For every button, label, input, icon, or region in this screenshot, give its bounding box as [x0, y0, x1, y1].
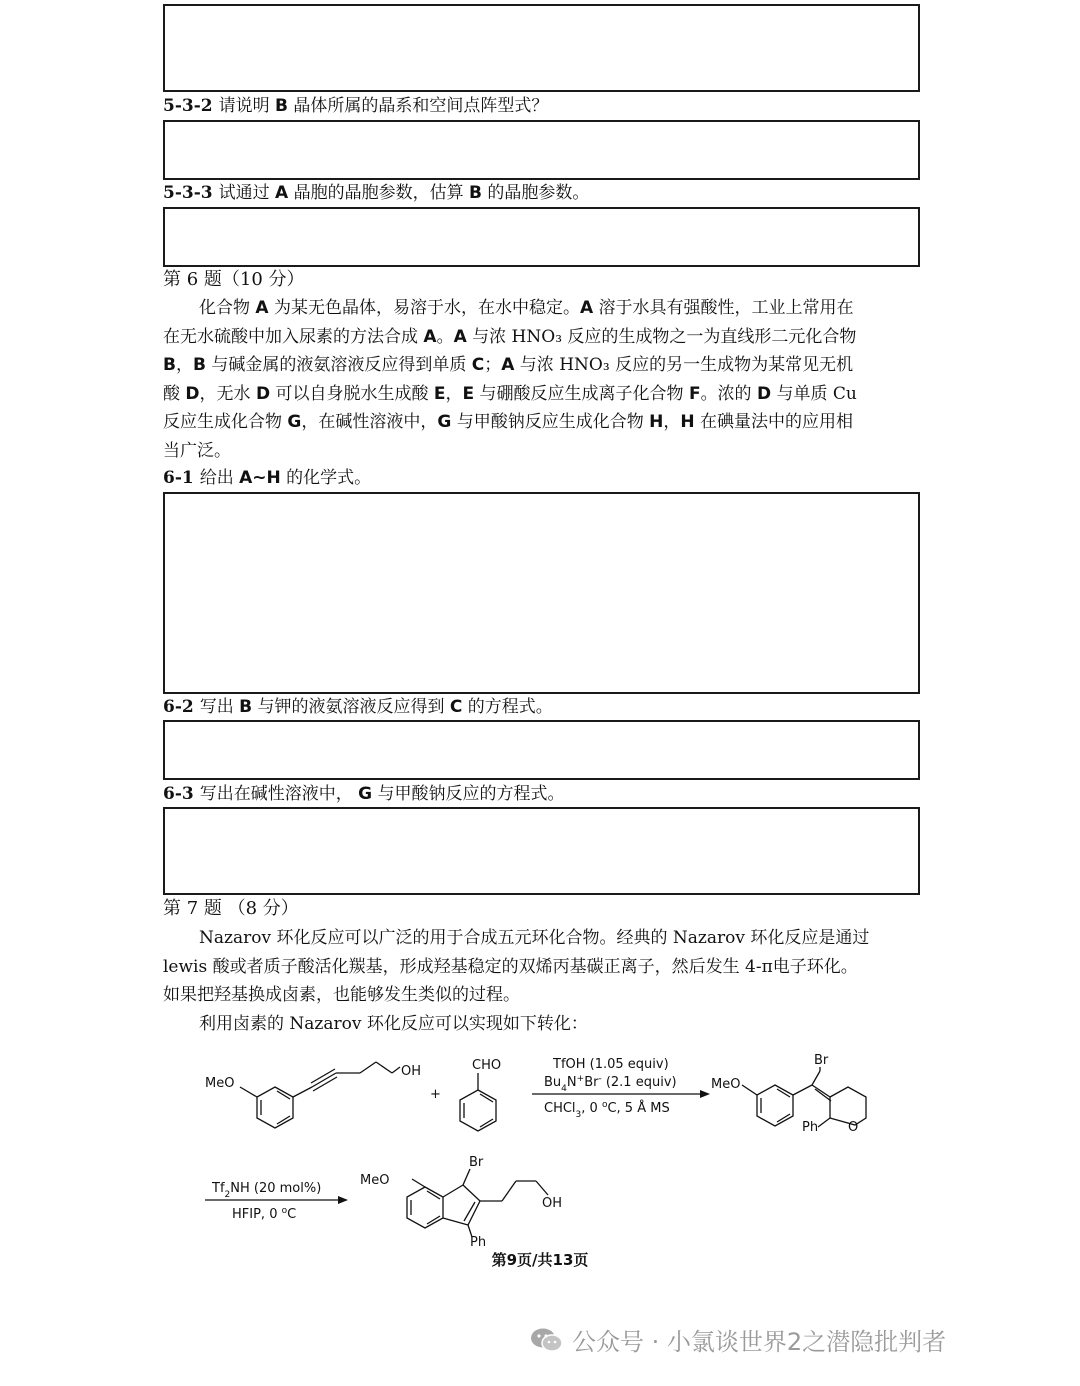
section-title-q7: 第 7 题 （8 分） — [163, 898, 299, 919]
question-5-3-2 — [163, 94, 548, 118]
paragraph-line: 如果把羟基换成卤素，也能够发生类似的过程。 — [163, 985, 520, 1005]
paragraph-text: 可以自身脱水生成酸 — [270, 383, 434, 404]
starting-material-oh: OH — [401, 1064, 422, 1079]
reaction-scheme — [180, 1045, 940, 1250]
intermediate-ph: Ph — [802, 1120, 819, 1135]
paragraph-text: ，在碱性溶液中， — [301, 412, 438, 432]
paragraph-text: 为某无色晶体，易溶于水，在水中稳定。 — [268, 298, 580, 318]
paragraph-text: 与甲酸钠反应生成化合物 — [451, 412, 650, 432]
question-6-2 — [163, 695, 553, 719]
paragraph-line: lewis 酸或者质子酸活化羰基，形成羟基稳定的双烯丙基碳正离子，然后发生 4-π电子环化。 — [163, 956, 858, 977]
question-number: 6-2 — [163, 697, 194, 717]
compound-label: C — [449, 697, 463, 717]
compound-label: F — [688, 383, 701, 404]
compound-label: D — [756, 383, 772, 404]
compound-label: A — [275, 183, 289, 203]
aldehyde-label: CHO — [472, 1058, 502, 1073]
paragraph-line — [163, 294, 919, 323]
compound-label: G — [287, 412, 302, 432]
page-number: 第9页/共13页 — [491, 1251, 589, 1269]
question-number: 6-3 — [163, 784, 194, 804]
paragraph-text: ， — [663, 412, 681, 432]
paragraph-line — [163, 351, 919, 380]
condition-solvent: CHCl$_3$, 0 $^o$C, 5 Å MS — [544, 1100, 670, 1120]
product-structure — [407, 1169, 548, 1237]
product-br: Br — [469, 1155, 484, 1170]
condition-tf2nh: $Tf_2NH$ (20 mol%) — [212, 1181, 322, 1200]
paragraph-line: Nazarov 环化反应可以广泛的用于合成五元环化合物。经典的 Nazarov 环化反应是通过 — [199, 928, 870, 948]
compound-label: A — [579, 298, 594, 318]
product-meo: MeO — [360, 1173, 390, 1188]
paragraph-text: 化合物 — [199, 298, 256, 318]
question-text: 试通过 — [218, 183, 270, 203]
compound-label: A~H — [239, 468, 281, 488]
condition-hfip: HFIP, 0 $^o$C — [232, 1206, 297, 1222]
starting-material-meo: MeO — [205, 1076, 235, 1091]
question-text: 写出 — [199, 697, 234, 717]
starting-material-structure — [240, 1062, 400, 1128]
compound-label: B — [163, 355, 176, 375]
product-ph: Ph — [470, 1235, 487, 1250]
paragraph-text: 。 — [436, 326, 454, 347]
compound-label: D — [255, 383, 271, 404]
paragraph-text: 反应生成化合物 — [163, 412, 288, 432]
question-number: 5-3-3 — [163, 183, 213, 203]
paragraph-line — [163, 323, 919, 352]
question-number: 6-1 — [163, 468, 194, 488]
intermediate-o: O — [848, 1120, 859, 1135]
compound-label: B — [239, 697, 253, 717]
question-text: 请说明 — [218, 96, 270, 116]
compound-label: A — [423, 326, 437, 347]
paragraph-text: 与浓 HNO₃ 反应的生成物之一为直线形二元化合物 — [466, 326, 857, 347]
question-6-3 — [163, 782, 565, 806]
paragraph-text: ， — [445, 383, 463, 404]
paragraph-text: 与碱金属的液氨溶液反应得到单质 — [205, 355, 472, 375]
paragraph-text: 与硼酸反应生成离子化合物 — [474, 383, 689, 404]
question-text: 给出 — [199, 468, 234, 488]
compound-label: H — [649, 412, 664, 432]
question-6-1 — [163, 466, 371, 490]
condition-tfoh: TfOH (1.05 equiv) — [553, 1057, 669, 1072]
plus-sign: + — [430, 1087, 441, 1102]
compound-label: B — [275, 96, 288, 116]
answer-box-6-2[interactable] — [163, 720, 920, 780]
q6-paragraph — [163, 294, 919, 465]
condition-bu4nbr: $Bu_4N^+Br^-$ (2.1 equiv) — [544, 1074, 677, 1094]
paragraph-line — [163, 437, 919, 466]
paragraph-line: 利用卤素的 Nazarov 环化反应可以实现如下转化： — [199, 1013, 588, 1034]
question-text: 写出在碱性溶液中， — [199, 784, 353, 804]
paragraph-text: 与单质 Cu — [771, 383, 857, 404]
compound-label: B — [192, 355, 206, 375]
compound-label: C — [471, 355, 485, 375]
product-oh: OH — [542, 1196, 563, 1211]
paragraph-line — [163, 408, 919, 437]
compound-label: A — [501, 355, 515, 375]
intermediate-br: Br — [814, 1053, 829, 1068]
paragraph-text: 在无水硫酸中加入尿素的方法合成 — [163, 326, 424, 347]
compound-label: D — [185, 383, 200, 404]
compound-label: E — [433, 383, 446, 404]
paragraph-text: ； — [484, 355, 502, 375]
question-number: 5-3-2 — [163, 96, 213, 116]
intermediate-meo: MeO — [711, 1077, 741, 1092]
paragraph-text: 当广泛。 — [163, 440, 231, 461]
question-text: 的方程式。 — [467, 697, 553, 717]
arrow-head — [700, 1090, 710, 1098]
answer-box-5-3-1[interactable] — [163, 4, 920, 92]
paragraph-text: 在碘量法中的应用相 — [694, 412, 854, 432]
paragraph-text: ， — [175, 355, 193, 375]
paragraph-text: 酸 — [163, 383, 186, 404]
answer-box-6-1[interactable] — [163, 492, 920, 694]
compound-label: B — [469, 183, 482, 203]
section-title-q6: 第 6 题（10 分） — [163, 269, 305, 290]
answer-box-5-3-2[interactable] — [163, 120, 920, 180]
arrow-head — [338, 1196, 348, 1204]
compound-label: E — [462, 383, 475, 404]
question-text: 的晶胞参数。 — [487, 183, 590, 203]
compound-label: H — [680, 412, 695, 432]
question-5-3-3 — [163, 181, 589, 205]
q7-paragraph — [163, 924, 919, 1038]
answer-box-6-3[interactable] — [163, 807, 920, 895]
paragraph-line — [163, 380, 919, 409]
answer-box-5-3-3[interactable] — [163, 207, 920, 267]
question-text: 晶体所属的晶系和空间点阵型式？ — [293, 96, 549, 116]
intermediate-structure — [742, 1067, 866, 1127]
question-text: 的化学式。 — [286, 468, 372, 488]
compound-label: G — [358, 784, 373, 804]
watermark-text: 公众号 · 小氯谈世界2之潜隐批判者 — [572, 1328, 947, 1356]
compound-label: A — [255, 298, 269, 318]
compound-label: A — [453, 326, 467, 347]
paragraph-text: 与浓 HNO₃ 反应的另一生成物为某常见无机 — [514, 355, 854, 375]
paragraph-text: 溶于水具有强酸性，工业上常用在 — [593, 298, 854, 318]
paragraph-text: 。浓的 — [700, 383, 757, 404]
benzaldehyde-structure — [460, 1073, 496, 1131]
wechat-icon — [530, 1327, 564, 1353]
paragraph-text: ，无水 — [199, 383, 256, 404]
watermark — [530, 1322, 946, 1357]
question-text: 与钾的液氨溶液反应得到 — [257, 697, 445, 717]
question-text: 晶胞的晶胞参数，估算 — [293, 183, 464, 203]
question-text: 与甲酸钠反应的方程式。 — [377, 784, 565, 804]
compound-label: G — [437, 412, 452, 432]
